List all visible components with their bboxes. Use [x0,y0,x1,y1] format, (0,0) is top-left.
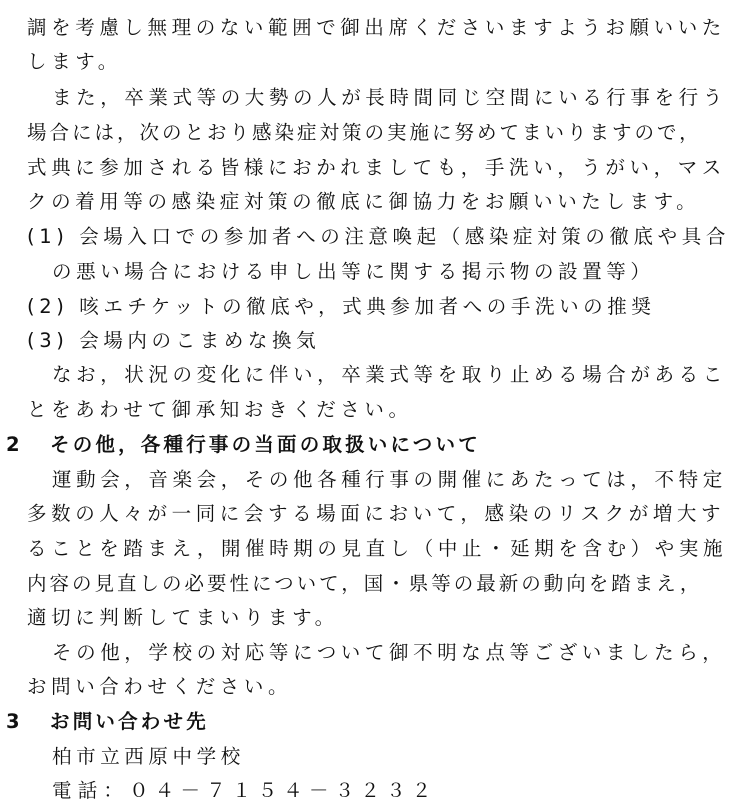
section-heading [6,435,481,455]
contact-school: 柏市立西原中学校 [52,745,245,768]
paragraph-line: 式典に参加される皆様におかれましても，手洗い，うがい，マス [27,156,726,179]
paragraph-line: 多数の人々が一同に会する場面において，感染のリスクが増大す [27,502,726,525]
section-title: お問い合わせ先 [50,710,209,733]
paragraph-line: とをあわせて御承知おきください。 [27,398,413,421]
list-item-continuation: の悪い場合における申し出等に関する掲示物の設置等） [52,260,655,283]
paragraph-line: その他，学校の対応等について御不明な点等ございましたら， [52,641,727,664]
paragraph-line: 運動会，音楽会，その他各種行事の開催にあたっては，不特定 [52,468,727,491]
paragraph-line: ることを踏まえ，開催時期の見直し（中止・延期を含む）や実施 [27,537,728,560]
section-number: 3 [6,710,23,733]
paragraph-line: 場合には，次のとおり感染症対策の実施に努めてまいりますので， [27,121,702,144]
section-heading [6,712,209,732]
paragraph-line: クの着用等の感染症対策の徹底に御協力をお願いいたします。 [27,190,701,213]
list-item: (1) 会場入口での参加者への注意喚起（感染症対策の徹底や具合 [27,225,730,248]
section-title: その他，各種行事の当面の取扱いについて [50,433,481,456]
paragraph-line: 内容の見直しの必要性について，国・県等の最新の動向を踏まえ， [27,572,703,595]
paragraph-line: します。 [27,50,122,73]
list-item: (3) 会場内のこまめな換気 [27,329,321,352]
paragraph-line: 調を考慮し無理のない範囲で御出席くださいますようお願いいた [27,16,726,39]
paragraph-line: また，卒業式等の大勢の人が長時間同じ空間にいる行事を行う [52,86,727,109]
paragraph-line: お問い合わせください。 [27,675,293,698]
section-number: 2 [6,433,23,456]
paragraph-line: なお，状況の変化に伴い，卒業式等を取り止める場合があるこ [52,363,727,386]
paragraph-line: 適切に判断してまいります。 [27,606,339,629]
contact-phone: 電話：０４－７１５４－３２３２ [52,779,438,802]
list-item: (2) 咳エチケットの徹底や，式典参加者への手洗いの推奨 [27,295,656,318]
